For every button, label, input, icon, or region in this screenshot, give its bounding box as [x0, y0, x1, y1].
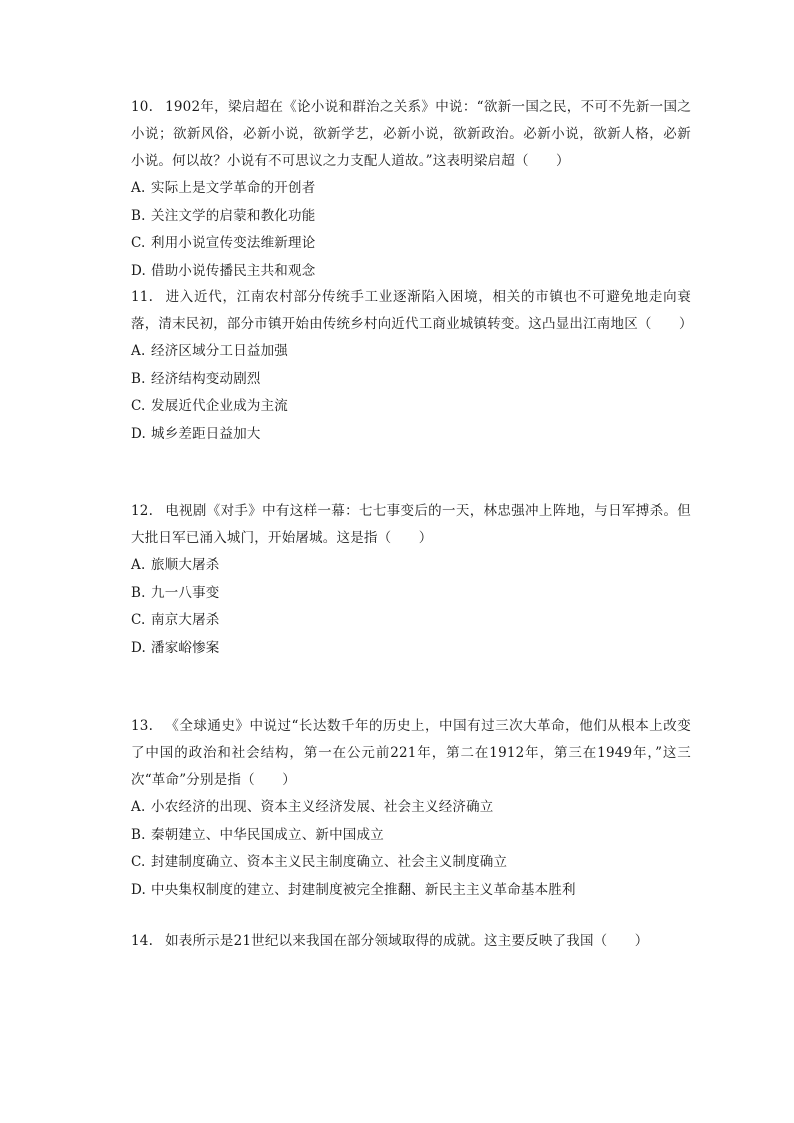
- option-text: 利用小说宣传变法维新理论: [151, 235, 316, 251]
- option-a[interactable]: [131, 552, 691, 580]
- option-c[interactable]: [131, 230, 691, 258]
- option-a[interactable]: [131, 175, 691, 203]
- option-text: 发展近代企业成为主流: [151, 398, 288, 414]
- option-list: [131, 552, 691, 662]
- option-letter: A.: [131, 557, 146, 573]
- option-d[interactable]: [131, 877, 691, 905]
- option-b[interactable]: [131, 366, 691, 394]
- question-13: [131, 713, 691, 904]
- option-list: [131, 338, 691, 448]
- question-10: [131, 94, 691, 285]
- question-stem: [131, 94, 691, 175]
- option-list: [131, 794, 691, 904]
- option-letter: B.: [131, 584, 146, 601]
- option-text: 旅顺大屠杀: [151, 557, 220, 573]
- option-letter: A.: [131, 343, 146, 359]
- option-letter: B.: [131, 370, 146, 387]
- question-number: 10.: [131, 99, 154, 115]
- option-letter: B.: [131, 826, 146, 843]
- option-d[interactable]: [131, 258, 691, 286]
- option-letter: D.: [131, 639, 147, 656]
- option-b[interactable]: [131, 203, 691, 231]
- question-text: 电视剧《对手》中有这样一幕：七七事变后的一天，林忠强冲上阵地，与日军搏杀。但大批日军已涌入城门，开始屠城。这是指（ ）: [131, 503, 691, 546]
- option-text: 城乡差距日益加大: [151, 425, 261, 442]
- option-letter: D.: [131, 262, 147, 279]
- option-c[interactable]: [131, 607, 691, 635]
- option-list: [131, 175, 691, 285]
- question-stem: [131, 928, 691, 955]
- option-text: 潘家峪惨案: [151, 639, 220, 656]
- question-text: 进入近代，江南农村部分传统手工业逐渐陷入困境，相关的市镇也不可避免地走向衰落，清末民初，部分市镇开始由传统乡村向近代工商业城镇转变。这凸显出江南地区（ ）: [131, 289, 693, 332]
- option-text: 小农经济的出现、资本主义经济发展、社会主义经济确立: [151, 799, 494, 815]
- question-stem: [131, 498, 691, 552]
- question-number: 13.: [131, 718, 154, 734]
- option-letter: B.: [131, 207, 146, 224]
- question-text: 1902年，梁启超在《论小说和群治之关系》中说：“欲新一国之民，不可不先新一国之小说；欲新风俗，必新小说，欲新学艺，必新小说，欲新政治。必新小说，欲新人格，必新小说。何以故？小说有不可思议之力支配人道故。”这表明梁启超（ ）: [131, 99, 691, 169]
- option-text: 南京大屠杀: [151, 612, 220, 628]
- option-text: 关注文学的启蒙和教化功能: [151, 207, 316, 224]
- option-text: 封建制度确立、资本主义民主制度确立、社会主义制度确立: [151, 854, 508, 870]
- option-text: 实际上是文学革命的开创者: [151, 180, 316, 196]
- question-text: 《全球通史》中说过“长达数千年的历史上，中国有过三次大革命，他们从根本上改变了中国的政治和社会结构，第一在公元前221年，第二在1912年，第三在1949年，”这三次“革命”分别是指（ ）: [131, 718, 691, 788]
- option-letter: C.: [131, 235, 146, 251]
- question-14: [131, 928, 691, 955]
- question-number: 12.: [131, 503, 154, 519]
- option-b[interactable]: [131, 822, 691, 850]
- question-12: [131, 498, 691, 662]
- option-text: 经济结构变动剧烈: [151, 370, 261, 387]
- question-stem: [131, 713, 691, 794]
- option-d[interactable]: [131, 421, 691, 449]
- question-text: 如表所示是21世纪以来我国在部分领域取得的成就。这主要反映了我国（ ）: [165, 933, 649, 949]
- question-number: 14.: [131, 933, 154, 949]
- option-letter: C.: [131, 854, 146, 870]
- option-c[interactable]: [131, 849, 691, 877]
- option-text: 经济区域分工日益加强: [151, 343, 288, 359]
- option-letter: D.: [131, 425, 147, 442]
- option-letter: C.: [131, 612, 146, 628]
- question-stem: [131, 284, 691, 338]
- option-a[interactable]: [131, 338, 691, 366]
- option-letter: C.: [131, 398, 146, 414]
- option-a[interactable]: [131, 794, 691, 822]
- option-text: 秦朝建立、中华民国成立、新中国成立: [151, 826, 384, 843]
- question-11: [131, 284, 691, 448]
- option-b[interactable]: [131, 580, 691, 608]
- option-text: 九一八事变: [151, 584, 220, 601]
- option-letter: D.: [131, 881, 147, 898]
- option-text: 中央集权制度的建立、封建制度被完全推翻、新民主主义革命基本胜利: [151, 881, 576, 898]
- option-d[interactable]: [131, 635, 691, 663]
- question-number: 11.: [131, 289, 154, 305]
- option-letter: A.: [131, 799, 146, 815]
- option-letter: A.: [131, 180, 146, 196]
- option-c[interactable]: [131, 393, 691, 421]
- option-text: 借助小说传播民主共和观念: [151, 262, 316, 279]
